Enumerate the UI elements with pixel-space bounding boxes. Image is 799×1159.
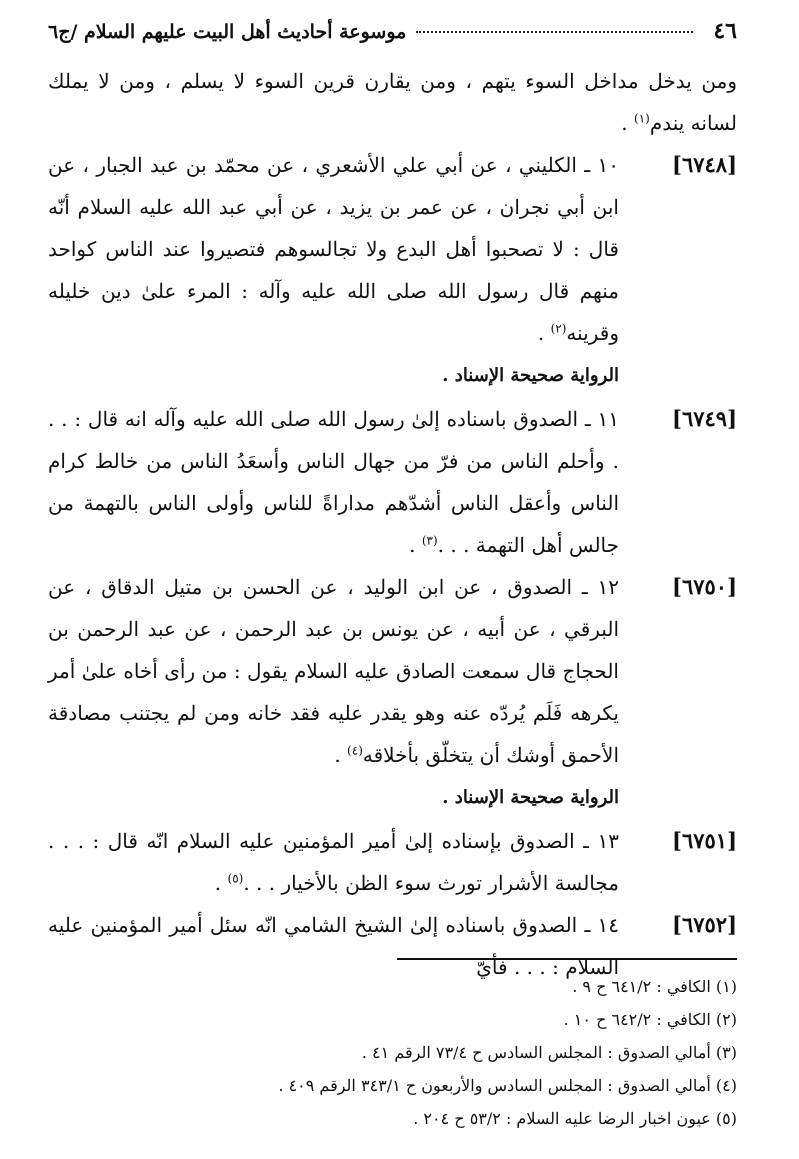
hadith-text: ١٤ ـ الصدوق باسناده إلىٰ الشيخ الشامي انّه سئل أمير المؤمنين عليه السلام : . . . فأيّ [48,913,619,979]
hadith-entry [48,566,737,776]
footnotes [48,970,737,1135]
hadith-entry [48,820,737,904]
hadith-text: ١٢ ـ الصدوق ، عن ابن الوليد ، عن الحسن بن متيل الدقاق ، عن البرقي ، عن أبيه ، عن يونس بن عبد الرحمن ، عن عبد الرحمن بن الحجاج قال سمعت الصادق عليه السلام يقول : من رأى أخاه علىٰ أمر يكرهه فَلَم يُردّه عنه وهو يقدر عليه فقد خانه ومن لم يجتنب مصادقة الأحمق أوشك أن يتخلّق بأخلاقه [48,575,619,767]
footnote: (٣) أمالي الصدوق : المجلس السادس ح ٧٣/٤ الرقم ٤١ . [361,1043,737,1062]
hadith-number: [٦٧٥٠] [672,574,737,599]
footnote-ref: (٥) [227,871,244,886]
hadith-grade: الرواية صحيحة الإسناد . [442,787,619,808]
hadith-number: [٦٧٥٢] [672,912,737,937]
page-number: ٤٦ [713,18,737,44]
hadith-text: ١٠ ـ الكليني ، عن أبي علي الأشعري ، عن محمّد بن عبد الجبار ، عن ابن أبي نجران ، عن عمر بن يزيد ، عن أبي عبد الله عليه السلام أنّه قال : لا تصحبوا أهل البدع ولا تجالسوهم فتصيروا عند الناس كواحد منهم قال رسول الله صلى الله عليه وآله : المرء علىٰ دين خليله وقرينه [48,153,619,345]
sentence-end: . [334,743,348,767]
sentence-end: . [537,321,551,345]
hadith-number: [٦٧٥١] [672,828,737,853]
running-header [48,18,737,60]
footnote: (١) الكافي : ٦٤١/٢ ح ٩ . [572,977,737,996]
hadith-entry [48,398,737,566]
sentence-end: . [214,871,228,895]
book-page [48,18,737,1159]
header-dot-leader [416,31,693,33]
hadith-text: ١١ ـ الصدوق باسناده إلىٰ رسول الله صلى الله عليه وآله انه قال : . . . وأحلم الناس من فرّ من جهال الناس وأسعَدُ الناس من خالط كرام الناس وأعقل الناس أشدّهم مداراةً للناس وأولى الناس بالتهمة من جالس أهل التهمة . . . [48,407,619,557]
hadith-number: [٦٧٤٨] [672,152,737,177]
hadith-grade: الرواية صحيحة الإسناد . [442,365,619,386]
footnote-ref: (١) [634,111,650,126]
intro-text: ومن يدخل مداخل السوء يتهم ، ومن يقارن قرين السوء لا يسلم ، ومن لا يملك لسانه يندم [48,69,737,135]
running-title: موسوعة أحاديث أهل البيت عليهم السلام /ج٦ [48,21,407,43]
main-text [48,60,737,988]
footnote: (٤) أمالي الصدوق : المجلس السادس والأربعون ح ٣٤٣/١ الرقم ٤٠٩ . [278,1076,737,1095]
footnote-ref: (٤) [347,743,363,758]
sentence-end: . [621,111,634,135]
footnote: (٢) الكافي : ٦٤٢/٢ ح ١٠ . [563,1010,737,1029]
hadith-text: ١٣ ـ الصدوق بإسناده إلىٰ أمير المؤمنين عليه السلام انّه قال : . . . مجالسة الأشرار تورث سوء الظن بالأخيار . . . [48,829,619,895]
intro-paragraph [48,60,737,144]
hadith-entry [48,144,737,354]
footnote-ref: (٢) [550,321,567,336]
footnote-separator [397,958,737,960]
sentence-end: . [409,533,422,557]
hadith-number: [٦٧٤٩] [672,406,737,431]
footnote: (٥) عيون اخبار الرضا عليه السلام : ٥٣/٢ ح ٢٠٤ . [413,1109,737,1128]
footnote-ref: (٣) [421,533,438,548]
